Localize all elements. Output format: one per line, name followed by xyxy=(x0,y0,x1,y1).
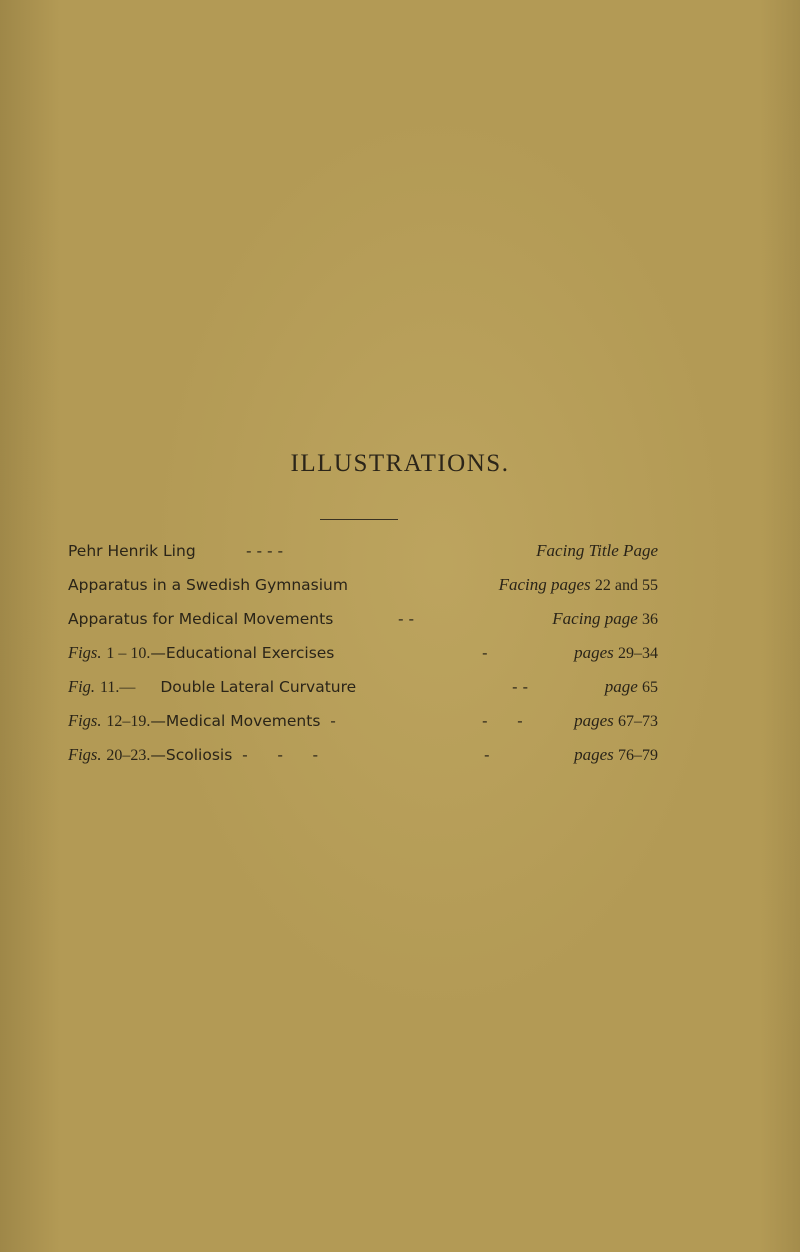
entry-leader: - - xyxy=(482,712,523,730)
list-item xyxy=(68,640,658,666)
figure-label: Figs. xyxy=(68,711,102,730)
entry-title: Apparatus in a Swedish Gymnasium xyxy=(68,576,348,594)
entry-ref-number: 29–34 xyxy=(618,645,658,662)
entry-ref-number: 22 and 55 xyxy=(594,577,658,594)
figure-number: 12–19. xyxy=(106,713,151,730)
entry-title: —Scoliosis - - - xyxy=(150,746,319,764)
entry-leader: - - - - xyxy=(246,542,284,560)
entry-title: Apparatus for Medical Movements xyxy=(68,610,334,628)
entry-title: —Medical Movements - xyxy=(150,712,336,730)
figure-number: 20–23. xyxy=(106,747,151,764)
entry-leader: - xyxy=(484,746,490,764)
entry-ref-label: pages xyxy=(574,643,614,662)
entry-reference xyxy=(574,640,658,667)
entry-leader: - - xyxy=(512,678,529,696)
entry-reference xyxy=(499,572,658,599)
entry-reference xyxy=(574,708,658,735)
list-item xyxy=(68,674,658,700)
entry-ref-number: 65 xyxy=(642,679,658,696)
entry-ref-number: 67–73 xyxy=(618,713,658,730)
list-item xyxy=(68,606,658,632)
entry-title: Double Lateral Curvature xyxy=(160,678,357,696)
entry-title: Pehr Henrik Ling xyxy=(68,542,196,560)
list-item xyxy=(68,742,658,768)
entry-leader: - xyxy=(482,644,488,662)
figure-label: Figs. xyxy=(68,643,102,662)
entry-reference xyxy=(552,606,658,633)
entry-title: —Educational Exercises xyxy=(150,644,335,662)
entry-ref-label: page xyxy=(604,677,638,696)
figure-number: 11.— xyxy=(99,679,136,696)
figure-label: Figs. xyxy=(68,745,102,764)
entry-ref-label: Facing page xyxy=(552,609,638,628)
page-title: ILLUSTRATIONS. xyxy=(290,450,510,477)
entry-reference xyxy=(536,538,658,564)
entry-ref-label: pages xyxy=(574,745,614,764)
entry-caption xyxy=(68,674,356,701)
figure-number: 1 – 10. xyxy=(106,645,151,662)
list-item xyxy=(68,572,658,598)
entry-reference xyxy=(605,674,658,701)
list-item xyxy=(68,708,658,734)
entry-ref-label: Facing Title Page xyxy=(536,541,658,560)
entry-caption xyxy=(68,742,318,769)
title-rule xyxy=(320,519,398,520)
figure-label: Fig. xyxy=(68,677,96,696)
entry-ref-number: 36 xyxy=(642,611,658,628)
entry-caption xyxy=(68,708,336,735)
entry-reference xyxy=(574,742,658,769)
entry-ref-number: 76–79 xyxy=(618,747,658,764)
entry-ref-label: pages xyxy=(574,711,614,730)
list-item xyxy=(68,538,658,564)
entry-caption xyxy=(68,640,334,667)
entry-ref-label: Facing pages xyxy=(498,575,591,594)
entry-leader: - - xyxy=(398,610,415,628)
